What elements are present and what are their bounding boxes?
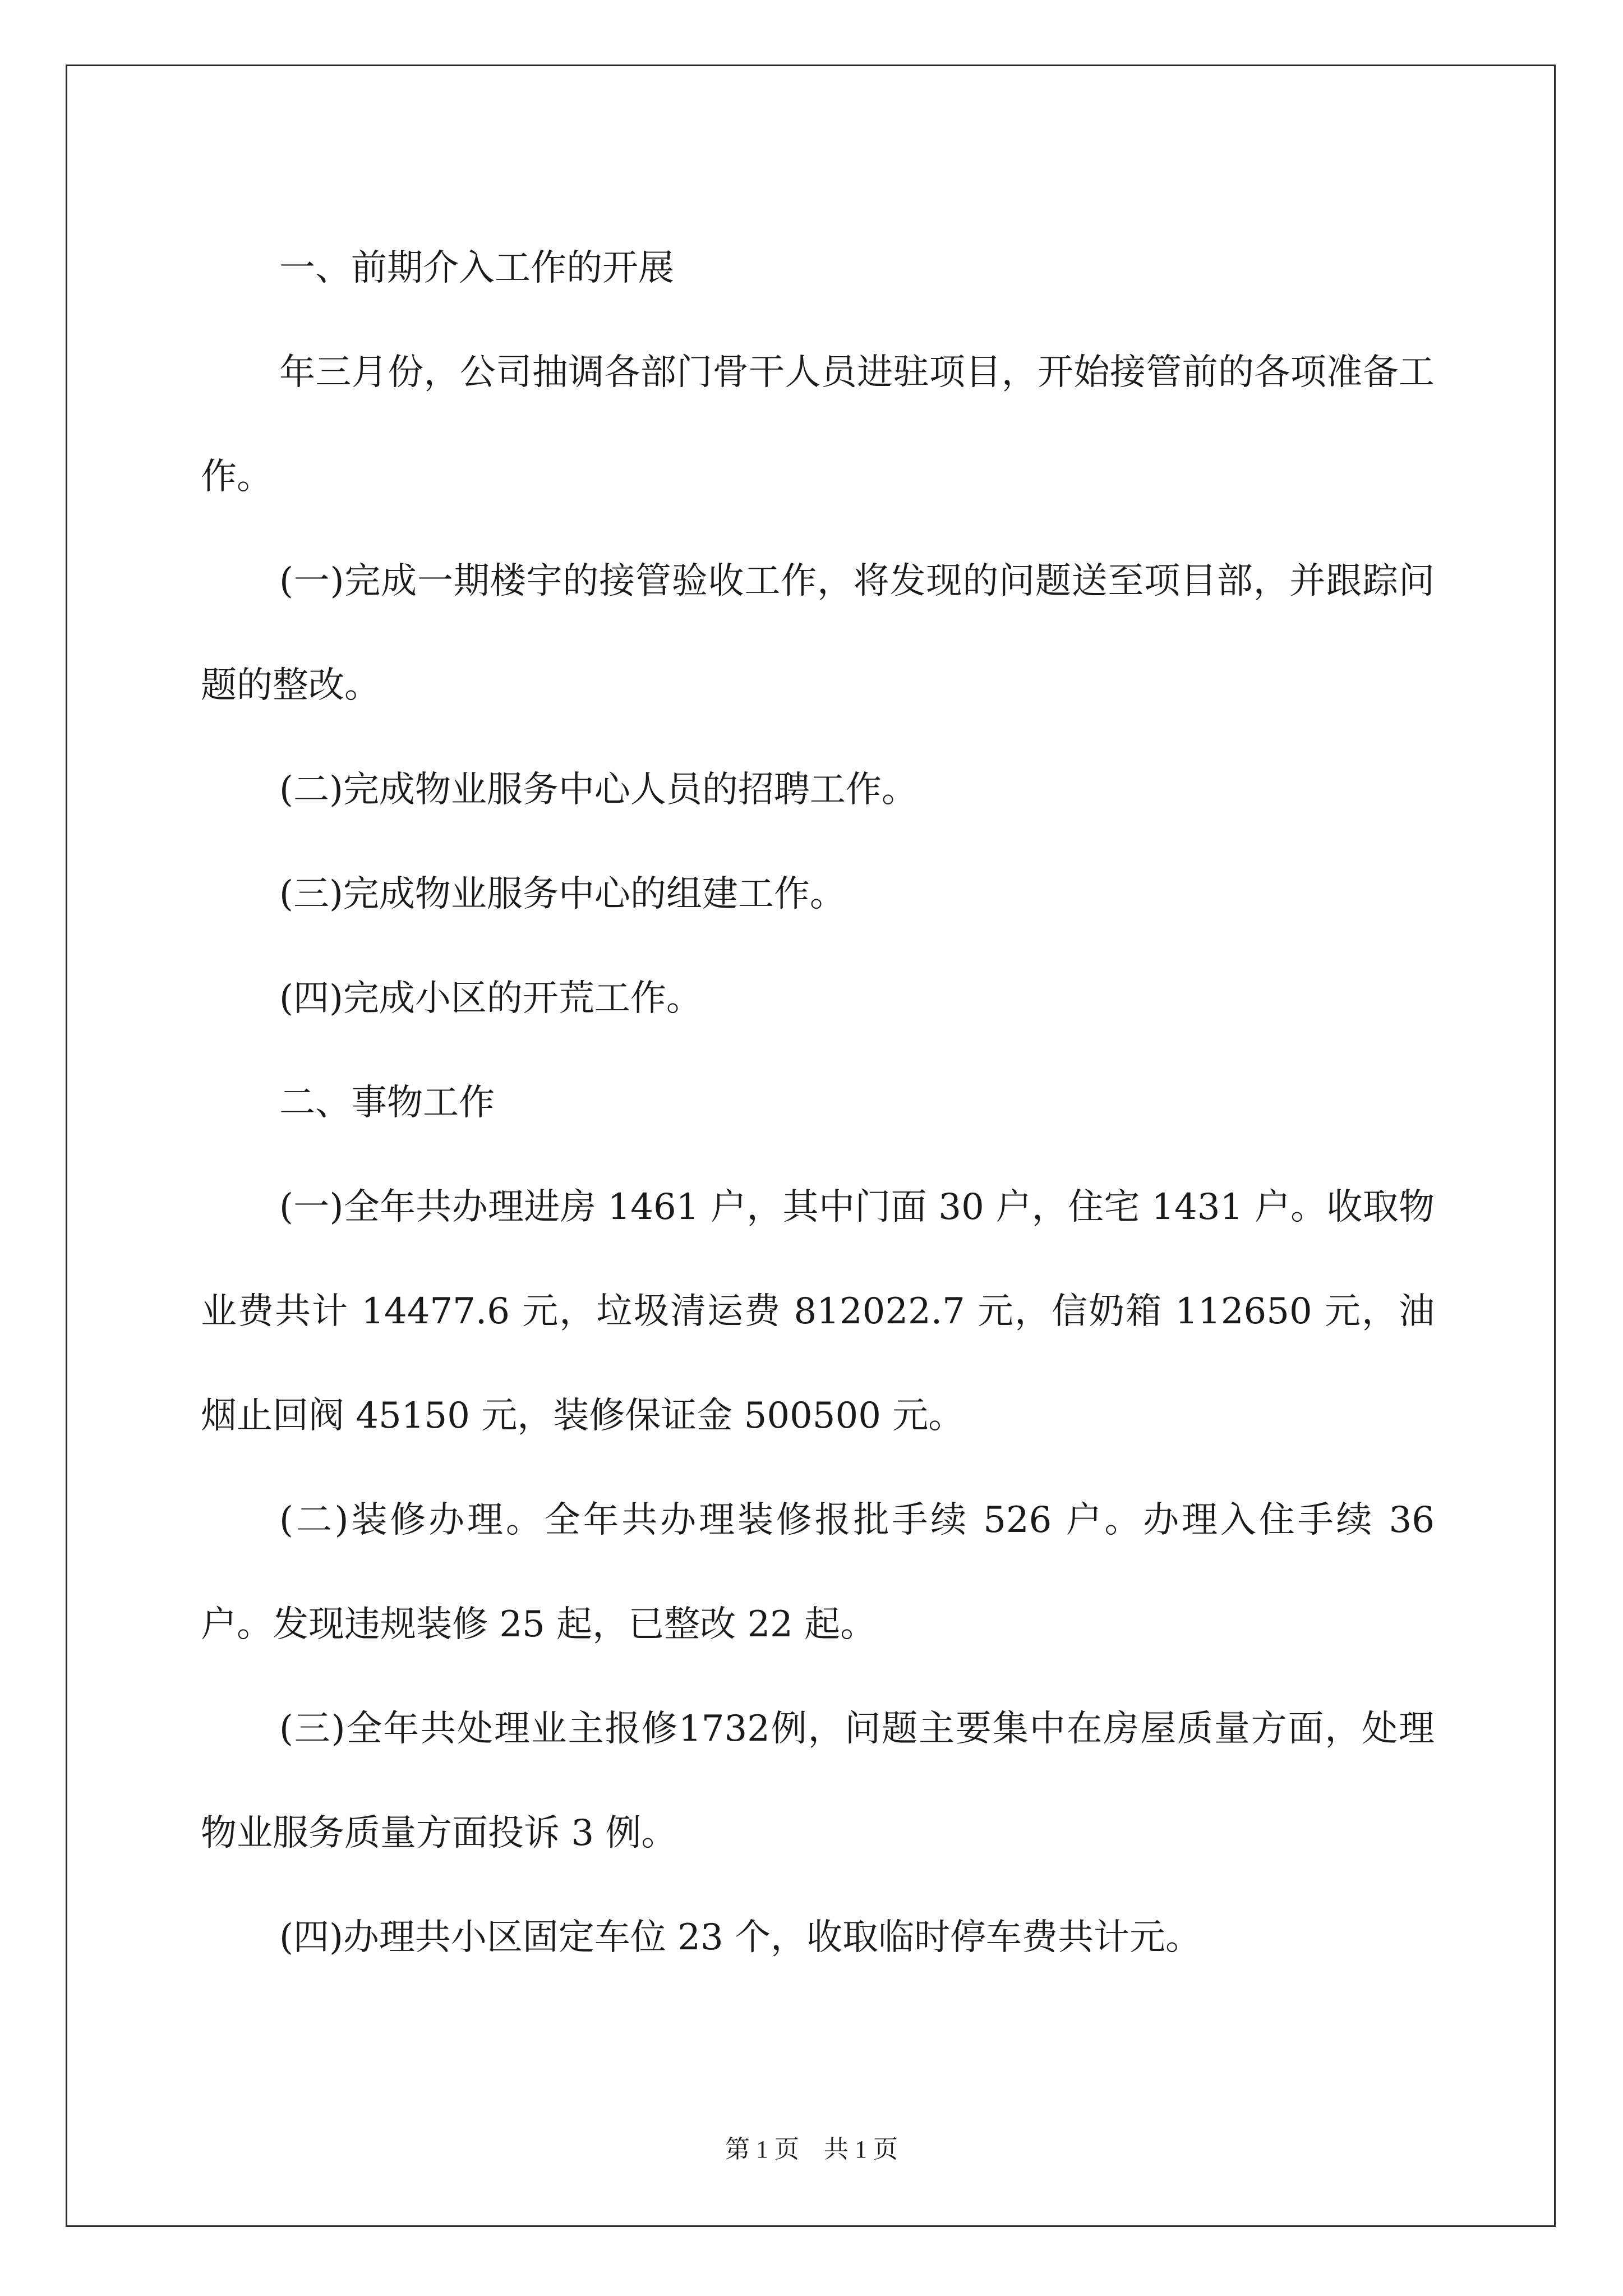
paragraph: (二)完成物业服务中心人员的招聘工作。 <box>279 769 917 811</box>
paragraph: (四)办理共小区固定车位 23 个，收取临时停车费共计元。 <box>279 1917 1202 1958</box>
paragraph: (一)完成一期楼宇的接管验收工作，将发现的问题送至项目部，并跟踪问题的整改。 <box>201 560 1435 706</box>
paragraph: (三)全年共处理业主报修1732例，问题主要集中在房屋质量方面，处理物业服务质量方面投诉 3 例。 <box>201 1708 1435 1854</box>
paragraph: (二)装修办理。全年共办理装修报批手续 526 户。办理入住手续 36 户。发现违规装修 25 起，已整改 22 起。 <box>201 1499 1435 1645</box>
document-body <box>201 216 1435 1990</box>
paragraph: (一)全年共办理进房 1461 户，其中门面 30 户，住宅 1431 户。收取物业费共计 14477.6 元，垃圾清运费 812022.7 元，信奶箱 112650 元，油烟止回阀 45150 元，装修保证金 500500 元。 <box>201 1186 1435 1437</box>
paragraph: 年三月份，公司抽调各部门骨干人员进驻项目，开始接管前的各项准备工作。 <box>201 352 1435 498</box>
page-number-footer: 第 1 页 共 1 页 <box>725 2136 898 2163</box>
section-heading-2: 二、事物工作 <box>279 1082 495 1124</box>
paragraph: (三)完成物业服务中心的组建工作。 <box>279 873 846 915</box>
section-heading-1: 一、前期介入工作的开展 <box>279 247 674 289</box>
paragraph: (四)完成小区的开荒工作。 <box>279 978 702 1019</box>
